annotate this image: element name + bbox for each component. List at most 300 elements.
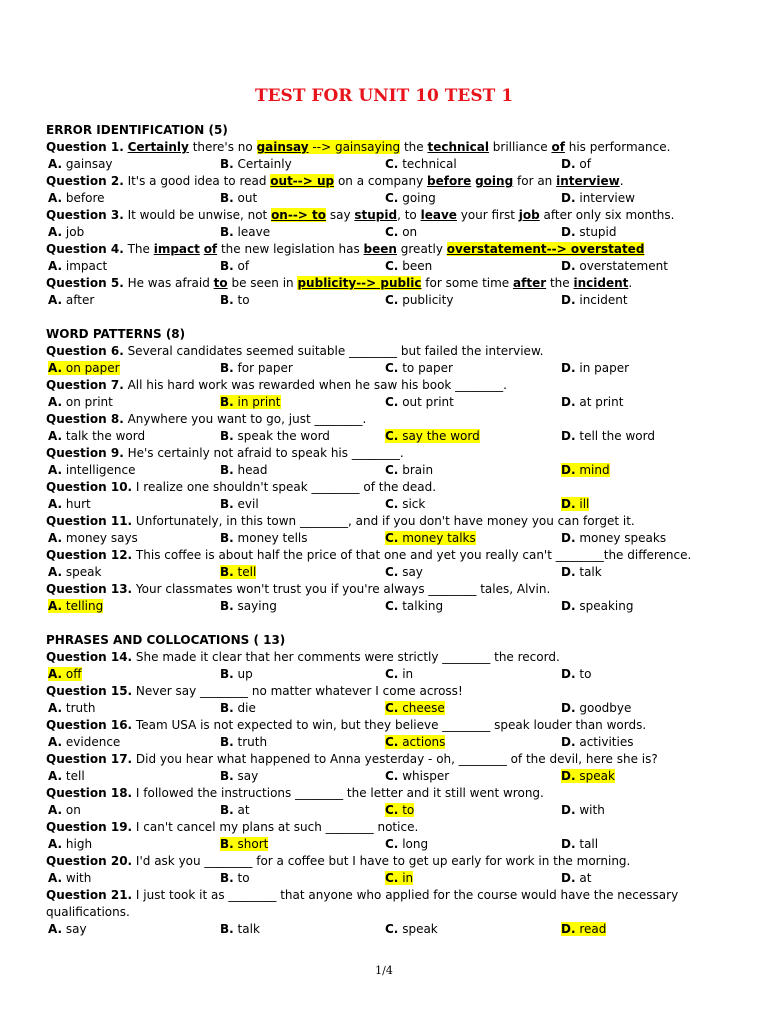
option-letter: D. — [561, 531, 576, 545]
question-text — [46, 581, 722, 598]
correct-answer — [48, 599, 103, 613]
answer-option — [220, 292, 385, 309]
option-letter: A. — [48, 361, 63, 375]
question-text — [46, 207, 722, 224]
option-text: evil — [237, 497, 259, 511]
question-label: Question 17. — [46, 752, 133, 766]
option-text: to — [237, 293, 250, 307]
option-letter: C. — [385, 803, 399, 817]
option-letter: C. — [385, 701, 399, 715]
underlined-word: after — [513, 276, 547, 290]
answer-options — [46, 666, 722, 683]
correction-text: out--> up — [270, 174, 335, 188]
answer-choice — [220, 463, 268, 477]
answer-option — [385, 768, 561, 785]
option-text: stupid — [579, 225, 617, 239]
option-text: in paper — [579, 361, 630, 375]
answer-choice — [48, 565, 101, 579]
answer-choice — [220, 599, 277, 613]
option-letter: A. — [48, 531, 63, 545]
answer-choice — [220, 497, 259, 511]
question-segment: be seen in — [227, 276, 298, 290]
option-text: head — [237, 463, 268, 477]
section — [46, 632, 722, 938]
answer-choice — [561, 259, 668, 273]
answer-choice — [220, 701, 256, 715]
answer-option — [220, 564, 385, 581]
underlined-word: been — [363, 242, 397, 256]
answer-option — [561, 700, 711, 717]
answer-option — [46, 666, 220, 683]
answer-option — [220, 258, 385, 275]
answer-choice — [48, 191, 105, 205]
underlined-word: incident — [573, 276, 629, 290]
question-segment: greatly — [396, 242, 447, 256]
option-text: hurt — [65, 497, 91, 511]
option-text: say — [65, 922, 87, 936]
correction-text: publicity--> public — [297, 276, 422, 290]
question-segment: . — [619, 174, 624, 188]
option-letter: A. — [48, 293, 63, 307]
question-text — [46, 683, 722, 700]
answer-option — [385, 598, 561, 615]
answer-option — [46, 292, 220, 309]
option-letter: C. — [385, 769, 399, 783]
answer-choice — [385, 157, 457, 171]
option-text: incident — [579, 293, 628, 307]
option-letter: B. — [220, 361, 234, 375]
question-text — [46, 479, 722, 496]
correct-answer — [385, 871, 413, 885]
correction-text: gainsay — [256, 140, 309, 154]
answer-option — [46, 802, 220, 819]
answer-choice — [385, 769, 449, 783]
option-letter: B. — [220, 769, 234, 783]
question-segment: He's certainly not afraid to speak his ________. — [123, 446, 404, 460]
question-segment: for some time — [421, 276, 514, 290]
option-letter: A. — [48, 157, 63, 171]
answer-option — [561, 394, 711, 411]
answer-option — [385, 836, 561, 853]
answer-option — [46, 496, 220, 513]
option-letter: C. — [385, 735, 399, 749]
question-label: Question 4. — [46, 242, 124, 256]
answer-options — [46, 734, 722, 751]
answer-options — [46, 462, 722, 479]
question-segment: She made it clear that her comments were strictly ________ the record. — [132, 650, 560, 664]
option-text: money talks — [402, 531, 476, 545]
answer-option — [561, 530, 711, 547]
option-text: speaking — [579, 599, 634, 613]
answer-choice — [48, 395, 113, 409]
option-text: to — [237, 871, 250, 885]
answer-option — [385, 394, 561, 411]
answer-option — [561, 768, 711, 785]
option-text: cheese — [402, 701, 445, 715]
option-text: money speaks — [579, 531, 667, 545]
test-page — [46, 84, 722, 955]
option-text: to — [402, 803, 415, 817]
option-letter: B. — [220, 225, 234, 239]
answer-choice — [561, 361, 629, 375]
option-text: speak — [579, 769, 615, 783]
option-text: at — [579, 871, 592, 885]
question-segment: I can't cancel my plans at such ________ notice. — [132, 820, 419, 834]
answer-choice — [220, 429, 330, 443]
question-label: Question 10. — [46, 480, 133, 494]
answer-option — [220, 802, 385, 819]
option-letter: B. — [220, 565, 234, 579]
option-text: with — [65, 871, 92, 885]
question-text — [46, 547, 722, 564]
option-text: tell the word — [579, 429, 655, 443]
answer-choice — [48, 429, 145, 443]
question-label: Question 8. — [46, 412, 124, 426]
answer-choice — [561, 531, 666, 545]
question-text — [46, 275, 722, 292]
answer-option — [46, 360, 220, 377]
question-segment: Never say ________ no matter whatever I come across! — [132, 684, 463, 698]
answer-choice — [561, 565, 602, 579]
answer-choice — [561, 871, 591, 885]
answer-option — [561, 156, 711, 173]
answer-choice — [385, 395, 454, 409]
question-label: Question 16. — [46, 718, 133, 732]
question-text — [46, 819, 722, 836]
answer-choice — [385, 463, 433, 477]
option-letter: A. — [48, 701, 63, 715]
question-label: Question 13. — [46, 582, 133, 596]
option-letter: A. — [48, 191, 63, 205]
answer-option — [220, 394, 385, 411]
option-text: die — [237, 701, 256, 715]
answer-option — [561, 802, 711, 819]
option-text: telling — [65, 599, 104, 613]
option-letter: A. — [48, 497, 63, 511]
answer-option — [385, 462, 561, 479]
answer-option — [385, 224, 561, 241]
option-letter: B. — [220, 395, 234, 409]
option-letter: A. — [48, 769, 63, 783]
option-letter: D. — [561, 293, 576, 307]
option-text: short — [237, 837, 269, 851]
answer-choice — [220, 922, 260, 936]
option-letter: D. — [561, 667, 576, 681]
answer-choice — [385, 191, 436, 205]
option-text: at print — [579, 395, 624, 409]
answer-option — [220, 836, 385, 853]
answer-choice — [561, 225, 617, 239]
question-segment: the — [546, 276, 574, 290]
option-letter: D. — [561, 599, 576, 613]
answer-option — [46, 836, 220, 853]
answer-option — [385, 258, 561, 275]
answer-choice — [48, 803, 81, 817]
answer-option — [561, 496, 711, 513]
option-letter: C. — [385, 463, 399, 477]
answer-option — [46, 428, 220, 445]
answer-choice — [561, 837, 598, 851]
option-letter: C. — [385, 157, 399, 171]
option-letter: C. — [385, 395, 399, 409]
answer-option — [220, 666, 385, 683]
answer-option — [561, 870, 711, 887]
option-text: whisper — [402, 769, 450, 783]
option-letter: B. — [220, 293, 234, 307]
answer-option — [46, 462, 220, 479]
answer-choice — [561, 599, 633, 613]
section — [46, 326, 722, 615]
page-number: 1/4 — [375, 964, 393, 977]
option-letter: D. — [561, 565, 576, 579]
answer-choice — [561, 293, 628, 307]
answer-choice — [385, 259, 432, 273]
answer-choice — [385, 922, 438, 936]
option-text: high — [65, 837, 93, 851]
question-text — [46, 377, 722, 394]
option-letter: A. — [48, 922, 63, 936]
underlined-word: to — [213, 276, 228, 290]
answer-option — [561, 666, 711, 683]
answer-option — [561, 258, 711, 275]
correct-answer — [385, 701, 445, 715]
correct-answer — [220, 565, 256, 579]
option-letter: C. — [385, 531, 399, 545]
answer-choice — [561, 429, 655, 443]
option-text: interview — [579, 191, 635, 205]
option-letter: C. — [385, 667, 399, 681]
answer-option — [220, 734, 385, 751]
question-segment: . — [628, 276, 633, 290]
option-letter: C. — [385, 497, 399, 511]
option-text: talking — [402, 599, 444, 613]
option-text: at — [237, 803, 250, 817]
question-label: Question 7. — [46, 378, 124, 392]
option-letter: C. — [385, 225, 399, 239]
option-letter: B. — [220, 497, 234, 511]
option-text: going — [402, 191, 436, 205]
correct-answer — [385, 735, 445, 749]
answer-choice — [561, 735, 633, 749]
question-segment: Anywhere you want to go, just ________. — [123, 412, 367, 426]
answer-option — [385, 496, 561, 513]
section — [46, 122, 722, 309]
option-text: say — [237, 769, 259, 783]
option-letter: B. — [220, 871, 234, 885]
answer-option — [220, 190, 385, 207]
answer-option — [385, 428, 561, 445]
question-segment: He was afraid — [123, 276, 214, 290]
answer-choice — [385, 225, 417, 239]
option-letter: A. — [48, 837, 63, 851]
underlined-word: interview — [556, 174, 620, 188]
option-letter: B. — [220, 735, 234, 749]
answer-options — [46, 156, 722, 173]
underlined-word: before — [427, 174, 472, 188]
option-text: evidence — [65, 735, 121, 749]
option-text: of — [237, 259, 250, 273]
answer-choice — [48, 157, 113, 171]
answer-choice — [220, 803, 250, 817]
option-text: long — [402, 837, 429, 851]
option-text: before — [65, 191, 105, 205]
answer-option — [220, 156, 385, 173]
option-letter: D. — [561, 871, 576, 885]
question-label: Question 21. — [46, 888, 133, 902]
underlined-word: stupid — [354, 208, 398, 222]
answer-options — [46, 598, 722, 615]
option-text: tall — [579, 837, 599, 851]
answer-option — [385, 921, 561, 938]
option-letter: B. — [220, 531, 234, 545]
option-text: ill — [579, 497, 590, 511]
answer-option — [561, 734, 711, 751]
option-letter: C. — [385, 565, 399, 579]
answer-choice — [48, 871, 91, 885]
question-segment: on a company — [334, 174, 428, 188]
answer-option — [561, 292, 711, 309]
question-label: Question 5. — [46, 276, 124, 290]
sections-container — [46, 122, 722, 938]
option-text: speak — [65, 565, 102, 579]
answer-choice — [48, 769, 85, 783]
correction-text: overstatement--> overstated — [446, 242, 645, 256]
option-text: publicity — [402, 293, 454, 307]
option-text: goodbye — [579, 701, 632, 715]
underlined-word: job — [518, 208, 540, 222]
question-text — [46, 717, 722, 734]
option-text: job — [65, 225, 85, 239]
question-text — [46, 785, 722, 802]
question-text — [46, 241, 722, 258]
option-text: activities — [579, 735, 634, 749]
answer-choice — [561, 191, 635, 205]
answer-options — [46, 768, 722, 785]
option-letter: D. — [561, 395, 576, 409]
answer-option — [46, 768, 220, 785]
question-segment: I'd ask you ________ for a coffee but I have to get up early for work in the morning. — [132, 854, 631, 868]
option-letter: B. — [220, 701, 234, 715]
question-text — [46, 139, 722, 156]
answer-option — [220, 598, 385, 615]
answer-option — [46, 734, 220, 751]
option-text: brain — [402, 463, 434, 477]
question-text — [46, 343, 722, 360]
option-letter: D. — [561, 922, 576, 936]
answer-choice — [385, 361, 453, 375]
answer-choice — [220, 259, 249, 273]
answer-option — [220, 768, 385, 785]
option-letter: A. — [48, 463, 63, 477]
correct-answer — [561, 497, 589, 511]
option-letter: A. — [48, 225, 63, 239]
correct-answer — [385, 531, 476, 545]
question-label: Question 14. — [46, 650, 133, 664]
option-text: speak the word — [237, 429, 330, 443]
option-text: off — [65, 667, 82, 681]
answer-option — [46, 564, 220, 581]
option-letter: D. — [561, 225, 576, 239]
answer-choice — [220, 871, 250, 885]
option-letter: C. — [385, 599, 399, 613]
answer-options — [46, 258, 722, 275]
answer-option — [561, 428, 711, 445]
option-text: after — [65, 293, 95, 307]
answer-choice — [48, 922, 87, 936]
answer-choice — [220, 667, 253, 681]
option-text: leave — [237, 225, 271, 239]
option-letter: B. — [220, 599, 234, 613]
option-text: of — [579, 157, 591, 171]
question-text — [46, 445, 722, 462]
answer-options — [46, 496, 722, 513]
option-text: on — [65, 803, 81, 817]
question-segment: Unfortunately, in this town ________, and if you don't have money you can forget it. — [132, 514, 635, 528]
option-letter: D. — [561, 769, 576, 783]
answer-option — [561, 564, 711, 581]
option-text: gainsay — [65, 157, 113, 171]
answer-option — [561, 921, 711, 938]
question-segment: the — [400, 140, 428, 154]
answer-option — [220, 496, 385, 513]
answer-option — [561, 190, 711, 207]
answer-option — [561, 836, 711, 853]
answer-option — [385, 360, 561, 377]
option-text: out print — [402, 395, 454, 409]
answer-option — [220, 224, 385, 241]
answer-option — [46, 700, 220, 717]
option-text: up — [237, 667, 253, 681]
answer-option — [385, 564, 561, 581]
option-text: tell — [237, 565, 257, 579]
option-letter: C. — [385, 361, 399, 375]
option-text: for paper — [237, 361, 293, 375]
answer-choice — [48, 259, 107, 273]
answer-option — [46, 598, 220, 615]
correct-answer — [561, 463, 610, 477]
option-text: out — [237, 191, 258, 205]
answer-choice — [48, 293, 94, 307]
option-text: money says — [65, 531, 138, 545]
option-letter: C. — [385, 429, 399, 443]
answer-choice — [220, 225, 270, 239]
option-letter: C. — [385, 837, 399, 851]
answer-option — [46, 394, 220, 411]
option-text: talk the word — [65, 429, 146, 443]
answer-option — [561, 462, 711, 479]
answer-options — [46, 870, 722, 887]
correct-answer — [48, 361, 120, 375]
answer-option — [46, 530, 220, 547]
option-letter: D. — [561, 429, 576, 443]
answer-option — [46, 870, 220, 887]
option-text: tell — [65, 769, 85, 783]
answer-option — [220, 870, 385, 887]
answer-choice — [561, 157, 591, 171]
option-letter: A. — [48, 565, 63, 579]
option-letter: D. — [561, 191, 576, 205]
answer-option — [561, 224, 711, 241]
question-segment: It would be unwise, not — [123, 208, 272, 222]
correct-answer — [220, 837, 268, 851]
answer-options — [46, 428, 722, 445]
option-text: say — [402, 565, 423, 579]
answer-option — [561, 360, 711, 377]
option-text: to paper — [402, 361, 453, 375]
answer-options — [46, 292, 722, 309]
question-text — [46, 411, 722, 428]
option-letter: D. — [561, 701, 576, 715]
